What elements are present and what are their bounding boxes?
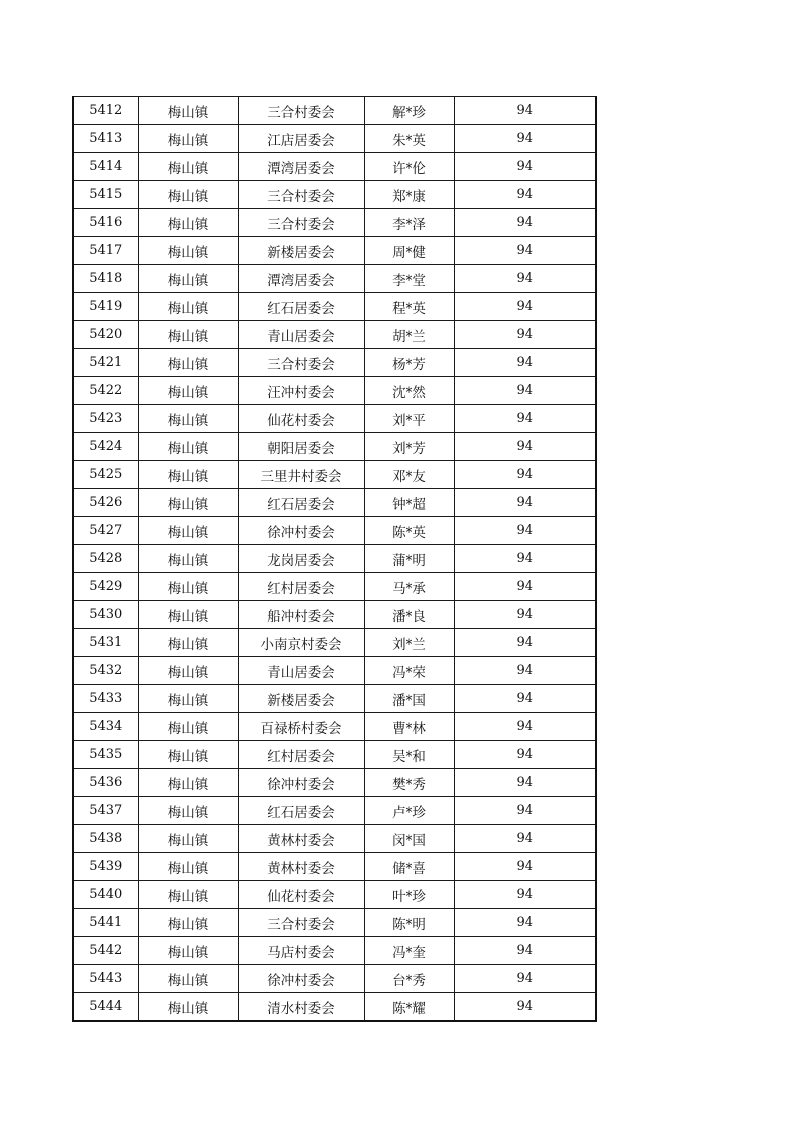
name-cell: 周*健 (364, 237, 454, 265)
town-cell: 梅山镇 (138, 573, 238, 601)
town-cell: 梅山镇 (138, 349, 238, 377)
name-cell: 马*承 (364, 573, 454, 601)
score-cell: 94 (454, 405, 596, 433)
town-cell: 梅山镇 (138, 993, 238, 1022)
town-cell: 梅山镇 (138, 713, 238, 741)
score-cell: 94 (454, 993, 596, 1022)
committee-cell: 黄林村委会 (238, 853, 364, 881)
score-cell: 94 (454, 797, 596, 825)
score-cell: 94 (454, 237, 596, 265)
score-cell: 94 (454, 965, 596, 993)
table-row (73, 657, 596, 685)
id-cell: 5439 (73, 853, 138, 881)
town-cell: 梅山镇 (138, 797, 238, 825)
score-cell: 94 (454, 657, 596, 685)
town-cell: 梅山镇 (138, 265, 238, 293)
committee-cell: 红石居委会 (238, 489, 364, 517)
table-row (73, 265, 596, 293)
committee-cell: 龙岗居委会 (238, 545, 364, 573)
score-cell: 94 (454, 825, 596, 853)
id-cell: 5425 (73, 461, 138, 489)
name-cell: 冯*奎 (364, 937, 454, 965)
score-cell: 94 (454, 545, 596, 573)
id-cell: 5441 (73, 909, 138, 937)
id-cell: 5433 (73, 685, 138, 713)
table-row (73, 909, 596, 937)
score-cell: 94 (454, 293, 596, 321)
table-row (73, 181, 596, 209)
table-row (73, 433, 596, 461)
table-row (73, 377, 596, 405)
name-cell: 沈*然 (364, 377, 454, 405)
score-cell: 94 (454, 433, 596, 461)
score-cell: 94 (454, 321, 596, 349)
town-cell: 梅山镇 (138, 517, 238, 545)
score-cell: 94 (454, 461, 596, 489)
committee-cell: 潭湾居委会 (238, 153, 364, 181)
committee-cell: 青山居委会 (238, 657, 364, 685)
town-cell: 梅山镇 (138, 937, 238, 965)
table-row (73, 461, 596, 489)
score-cell: 94 (454, 153, 596, 181)
id-cell: 5419 (73, 293, 138, 321)
name-cell: 陈*耀 (364, 993, 454, 1022)
name-cell: 曹*林 (364, 713, 454, 741)
name-cell: 解*珍 (364, 97, 454, 125)
town-cell: 梅山镇 (138, 209, 238, 237)
name-cell: 邓*友 (364, 461, 454, 489)
id-cell: 5436 (73, 769, 138, 797)
committee-cell: 潭湾居委会 (238, 265, 364, 293)
table-row (73, 293, 596, 321)
town-cell: 梅山镇 (138, 293, 238, 321)
score-cell: 94 (454, 881, 596, 909)
score-cell: 94 (454, 97, 596, 125)
table-row (73, 349, 596, 377)
score-cell: 94 (454, 125, 596, 153)
id-cell: 5424 (73, 433, 138, 461)
town-cell: 梅山镇 (138, 237, 238, 265)
name-cell: 朱*英 (364, 125, 454, 153)
score-cell: 94 (454, 629, 596, 657)
name-cell: 刘*兰 (364, 629, 454, 657)
town-cell: 梅山镇 (138, 181, 238, 209)
table-row (73, 209, 596, 237)
table-row (73, 517, 596, 545)
table-row (73, 545, 596, 573)
committee-cell: 徐冲村委会 (238, 769, 364, 797)
table-row (73, 853, 596, 881)
town-cell: 梅山镇 (138, 377, 238, 405)
table-row (73, 321, 596, 349)
committee-cell: 红石居委会 (238, 797, 364, 825)
table-row (73, 741, 596, 769)
name-cell: 许*伦 (364, 153, 454, 181)
committee-cell: 黄林村委会 (238, 825, 364, 853)
score-cell: 94 (454, 685, 596, 713)
id-cell: 5427 (73, 517, 138, 545)
table-row (73, 573, 596, 601)
committee-cell: 小南京村委会 (238, 629, 364, 657)
name-cell: 潘*国 (364, 685, 454, 713)
id-cell: 5413 (73, 125, 138, 153)
score-cell: 94 (454, 909, 596, 937)
id-cell: 5416 (73, 209, 138, 237)
town-cell: 梅山镇 (138, 125, 238, 153)
name-cell: 杨*芳 (364, 349, 454, 377)
data-table (72, 96, 597, 1022)
committee-cell: 马店村委会 (238, 937, 364, 965)
name-cell: 陈*明 (364, 909, 454, 937)
id-cell: 5444 (73, 993, 138, 1022)
committee-cell: 徐冲村委会 (238, 517, 364, 545)
committee-cell: 朝阳居委会 (238, 433, 364, 461)
name-cell: 储*喜 (364, 853, 454, 881)
id-cell: 5430 (73, 601, 138, 629)
committee-cell: 江店居委会 (238, 125, 364, 153)
name-cell: 吴*和 (364, 741, 454, 769)
table-row (73, 405, 596, 433)
id-cell: 5440 (73, 881, 138, 909)
id-cell: 5428 (73, 545, 138, 573)
name-cell: 李*堂 (364, 265, 454, 293)
table-row (73, 97, 596, 125)
committee-cell: 三合村委会 (238, 209, 364, 237)
score-cell: 94 (454, 741, 596, 769)
name-cell: 刘*平 (364, 405, 454, 433)
score-cell: 94 (454, 349, 596, 377)
name-cell: 台*秀 (364, 965, 454, 993)
id-cell: 5417 (73, 237, 138, 265)
committee-cell: 新楼居委会 (238, 237, 364, 265)
table-row (73, 489, 596, 517)
town-cell: 梅山镇 (138, 321, 238, 349)
committee-cell: 红村居委会 (238, 573, 364, 601)
committee-cell: 新楼居委会 (238, 685, 364, 713)
id-cell: 5423 (73, 405, 138, 433)
town-cell: 梅山镇 (138, 545, 238, 573)
committee-cell: 仙花村委会 (238, 881, 364, 909)
score-cell: 94 (454, 573, 596, 601)
score-cell: 94 (454, 377, 596, 405)
town-cell: 梅山镇 (138, 909, 238, 937)
name-cell: 程*英 (364, 293, 454, 321)
score-cell: 94 (454, 181, 596, 209)
town-cell: 梅山镇 (138, 433, 238, 461)
town-cell: 梅山镇 (138, 657, 238, 685)
town-cell: 梅山镇 (138, 153, 238, 181)
score-cell: 94 (454, 769, 596, 797)
name-cell: 卢*珍 (364, 797, 454, 825)
table-row (73, 237, 596, 265)
score-cell: 94 (454, 937, 596, 965)
committee-cell: 徐冲村委会 (238, 965, 364, 993)
id-cell: 5435 (73, 741, 138, 769)
id-cell: 5420 (73, 321, 138, 349)
table-row (73, 685, 596, 713)
committee-cell: 仙花村委会 (238, 405, 364, 433)
table-row (73, 881, 596, 909)
score-cell: 94 (454, 209, 596, 237)
committee-cell: 三合村委会 (238, 97, 364, 125)
table-row (73, 125, 596, 153)
id-cell: 5426 (73, 489, 138, 517)
name-cell: 樊*秀 (364, 769, 454, 797)
name-cell: 叶*珍 (364, 881, 454, 909)
id-cell: 5434 (73, 713, 138, 741)
name-cell: 郑*康 (364, 181, 454, 209)
name-cell: 陈*英 (364, 517, 454, 545)
score-cell: 94 (454, 601, 596, 629)
committee-cell: 红石居委会 (238, 293, 364, 321)
town-cell: 梅山镇 (138, 825, 238, 853)
name-cell: 李*泽 (364, 209, 454, 237)
town-cell: 梅山镇 (138, 881, 238, 909)
id-cell: 5438 (73, 825, 138, 853)
name-cell: 冯*荣 (364, 657, 454, 685)
committee-cell: 青山居委会 (238, 321, 364, 349)
table-row (73, 993, 596, 1022)
committee-cell: 三合村委会 (238, 349, 364, 377)
town-cell: 梅山镇 (138, 685, 238, 713)
id-cell: 5412 (73, 97, 138, 125)
table-row (73, 769, 596, 797)
committee-cell: 百禄桥村委会 (238, 713, 364, 741)
name-cell: 潘*良 (364, 601, 454, 629)
committee-cell: 三里井村委会 (238, 461, 364, 489)
committee-cell: 船冲村委会 (238, 601, 364, 629)
id-cell: 5437 (73, 797, 138, 825)
table-row (73, 937, 596, 965)
town-cell: 梅山镇 (138, 97, 238, 125)
id-cell: 5443 (73, 965, 138, 993)
town-cell: 梅山镇 (138, 405, 238, 433)
name-cell: 蒲*明 (364, 545, 454, 573)
score-cell: 94 (454, 853, 596, 881)
id-cell: 5432 (73, 657, 138, 685)
name-cell: 刘*芳 (364, 433, 454, 461)
town-cell: 梅山镇 (138, 965, 238, 993)
table-row (73, 965, 596, 993)
id-cell: 5431 (73, 629, 138, 657)
table-row (73, 601, 596, 629)
table-row (73, 797, 596, 825)
score-cell: 94 (454, 265, 596, 293)
town-cell: 梅山镇 (138, 489, 238, 517)
id-cell: 5422 (73, 377, 138, 405)
committee-cell: 三合村委会 (238, 909, 364, 937)
table-row (73, 713, 596, 741)
id-cell: 5429 (73, 573, 138, 601)
town-cell: 梅山镇 (138, 461, 238, 489)
id-cell: 5442 (73, 937, 138, 965)
score-cell: 94 (454, 713, 596, 741)
score-cell: 94 (454, 489, 596, 517)
id-cell: 5421 (73, 349, 138, 377)
id-cell: 5414 (73, 153, 138, 181)
table-row (73, 825, 596, 853)
committee-cell: 清水村委会 (238, 993, 364, 1022)
town-cell: 梅山镇 (138, 741, 238, 769)
town-cell: 梅山镇 (138, 601, 238, 629)
name-cell: 胡*兰 (364, 321, 454, 349)
town-cell: 梅山镇 (138, 853, 238, 881)
committee-cell: 三合村委会 (238, 181, 364, 209)
town-cell: 梅山镇 (138, 629, 238, 657)
committee-cell: 红村居委会 (238, 741, 364, 769)
table-row (73, 629, 596, 657)
committee-cell: 汪冲村委会 (238, 377, 364, 405)
table-row (73, 153, 596, 181)
town-cell: 梅山镇 (138, 769, 238, 797)
name-cell: 钟*超 (364, 489, 454, 517)
id-cell: 5415 (73, 181, 138, 209)
score-cell: 94 (454, 517, 596, 545)
id-cell: 5418 (73, 265, 138, 293)
table-body (73, 97, 596, 1022)
name-cell: 闵*国 (364, 825, 454, 853)
